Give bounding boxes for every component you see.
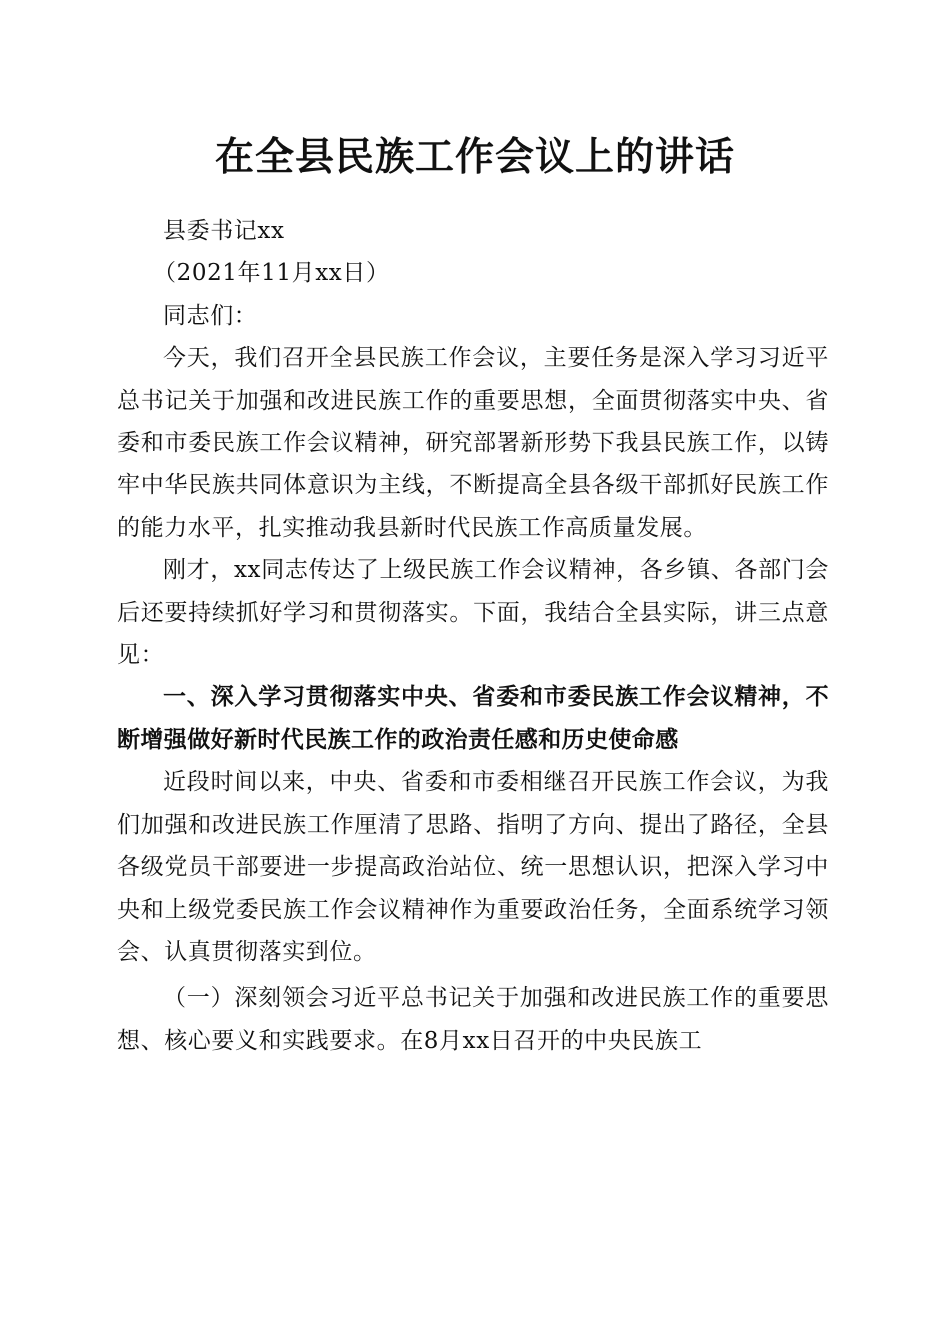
paragraph-agenda: 刚才，xx同志传达了上级民族工作会议精神，各乡镇、各部门会后还要持续抓好学习和贯彻落实。下面，我结合全县实际，讲三点意见： bbox=[117, 557, 829, 669]
section-heading-1: 一、深入学习贯彻落实中央、省委和市委民族工作会议精神，不断增强做好新时代民族工作的政治责任感和历史使命感 bbox=[117, 684, 829, 753]
document-title: 在全县民族工作会议上的讲话 bbox=[214, 135, 735, 180]
author-line: 县委书记xx bbox=[163, 218, 285, 244]
subsection-heading-1: （一）深刻领会习近平总书记关于加强和改进民族工作的重要思想、核心要义和实践要求。在8月xx日召开的中央民族工 bbox=[117, 985, 829, 1054]
paragraph-intro: 今天，我们召开全县民族工作会议，主要任务是深入学习习近平总书记关于加强和改进民族工作的重要思想，全面贯彻落实中央、省委和市委民族工作会议精神，研究部署新形势下我县民族工作，以铸牢中华民族共同体意识为主线，不断提高全县各级干部抓好民族工作的能力水平，扎实推动我县新时代民族工作高质量发展。 bbox=[117, 345, 829, 541]
document-body bbox=[117, 210, 829, 1062]
date-line: （2021年11月xx日） bbox=[153, 260, 390, 287]
paragraph-section-1: 近段时间以来，中央、省委和市委相继召开民族工作会议，为我们加强和改进民族工作厘清了思路、指明了方向、提出了路径，全县各级党员干部要进一步提高政治站位、统一思想认识，把深入学习中央和上级党委民族工作会议精神作为重要政治任务，全面系统学习领会、认真贯彻落实到位。 bbox=[117, 769, 829, 965]
salutation: 同志们： bbox=[163, 302, 258, 329]
